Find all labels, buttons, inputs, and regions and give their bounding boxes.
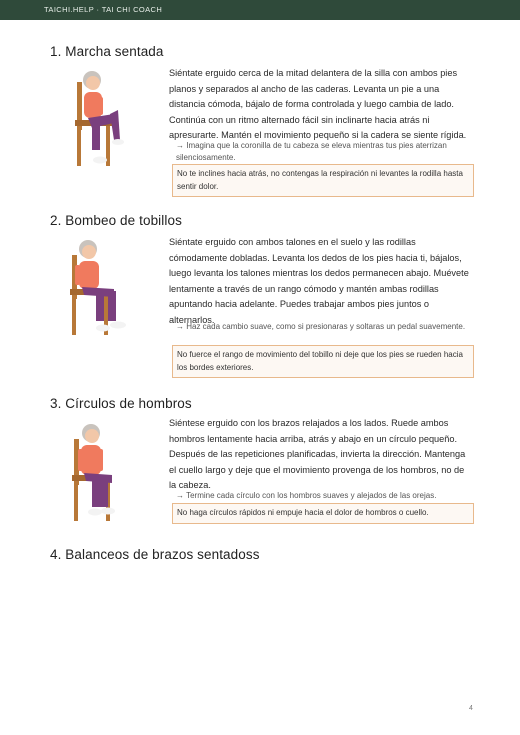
exercise-illustration-3 [48,415,153,525]
section-title-2: 2. Bombeo de tobillos [50,213,182,228]
section-body-2: Siéntate erguido con ambos talones en el suelo y las rodillas cómodamente dobladas. Levanta los dedos de los pies hacia ti, bájalos, luego levanta los talones mientras los dedos permanecen abajo. Muévete lentamente a través de un rango cómodo y mantén ambas rodillas apuntando hacia adelante. Puedes trabajar ambos pies juntos o alternarlos. [169,237,469,325]
page-number: 4 [469,705,473,712]
brand-label: TAICHI.HELP · TAI CHI COACH [44,5,163,14]
top-bar [0,0,520,20]
section-tip-1: → Imagina que la coronilla de tu cabeza se eleva mientras tus pies aterrizan silenciosamente. [176,141,447,163]
section-warning-3: No haga círculos rápidos ni empuje hacia el dolor de hombros o cuello. [172,503,474,524]
section-warning-1: No te inclines hacia atrás, no contengas la respiración ni levantes la rodilla hasta sentir dolor. [172,164,474,197]
section-title-4: 4. Balanceos de brazos sentadoss [50,547,260,562]
section-title-1: 1. Marcha sentada [50,44,164,59]
section-tip-2: → Haz cada cambio suave, como si presionaras y soltaras un pedal suavemente. [176,322,466,331]
exercise-illustration-2 [48,231,153,341]
section-title-3: 3. Círculos de hombros [50,396,192,411]
exercise-illustration-1 [48,62,153,172]
section-warning-2: No fuerce el rango de movimiento del tobillo ni deje que los pies se rueden hacia los bordes exteriores. [172,345,474,378]
section-body-1: Siéntate erguido cerca de la mitad delantera de la silla con ambos pies planos y separados al ancho de las caderas. Levanta un pie a una distancia cómoda, bájalo de forma controlada y luego cambia de lado. Continúa con un ritmo alternado fácil sin inclinarte hacia atrás ni apresurarte. Mantén el movimiento pequeño si la cadera se siente rígida. [169,68,467,141]
section-body-3: Siéntese erguido con los brazos relajados a los lados. Ruede ambos hombros lentamente hacia arriba, atrás y abajo en un círculo pequeño. Después de las repeticiones planificadas, invierta la dirección. Mantenga el cuello largo y deje que el movimiento provenga de los hombros, no de la cabeza. [169,418,466,491]
section-tip-3: → Termine cada círculo con los hombros suaves y alejados de las orejas. [176,491,437,500]
